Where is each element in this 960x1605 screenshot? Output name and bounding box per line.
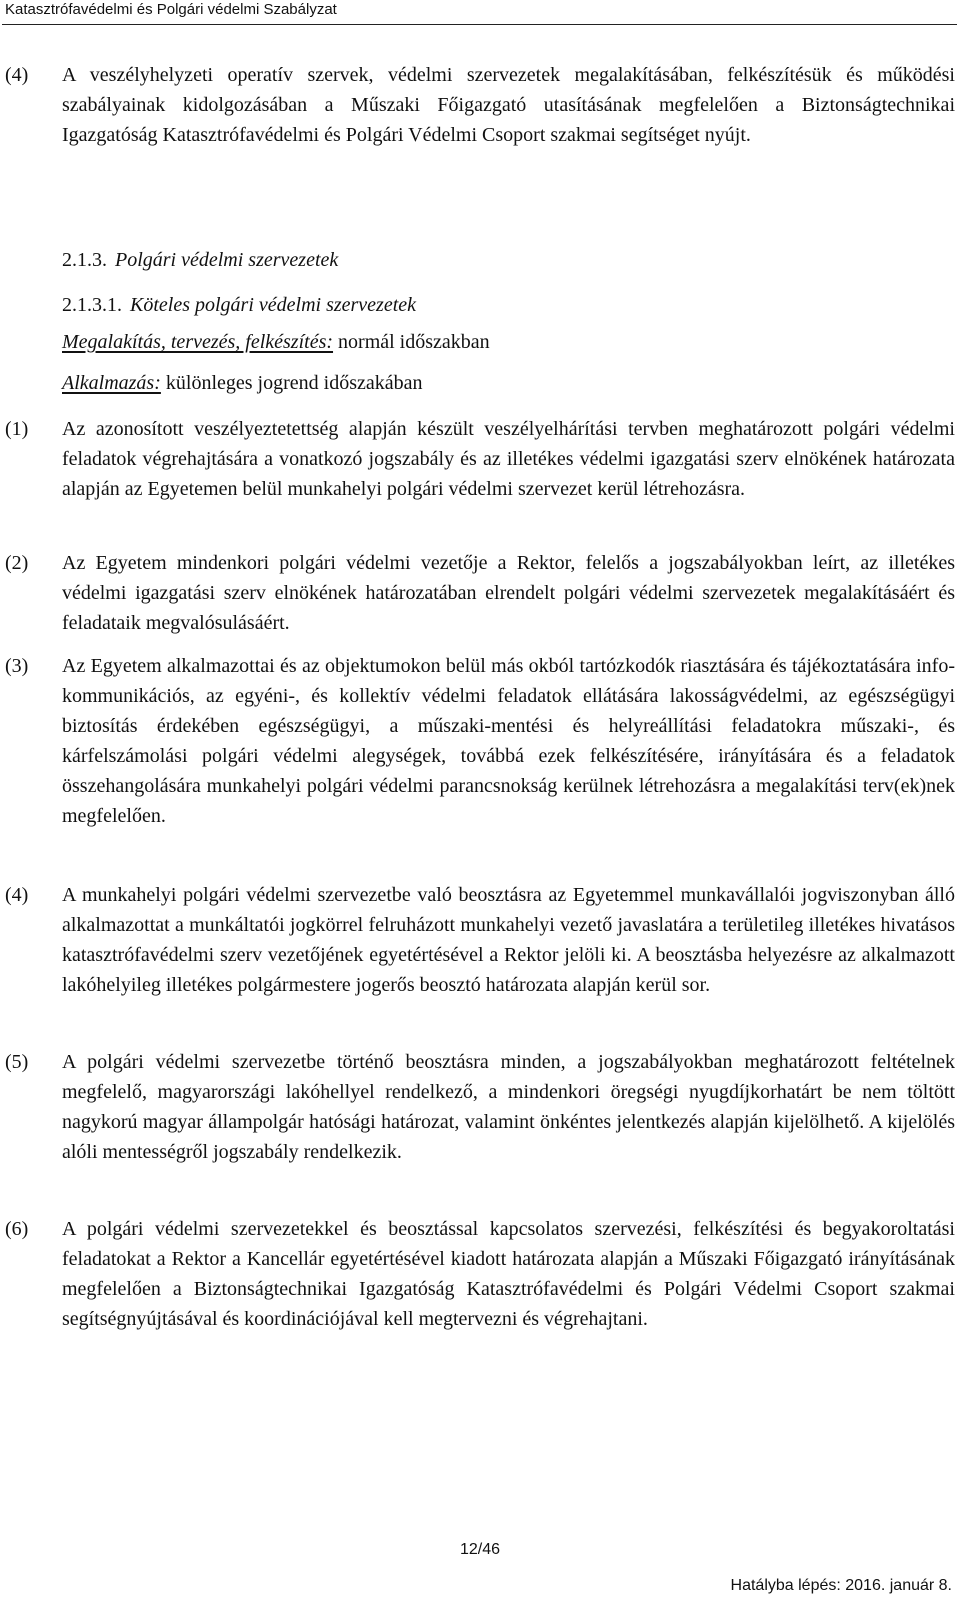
- formation-label: Megalakítás, tervezés, felkészítés:: [62, 331, 334, 353]
- header-rule: [2, 24, 957, 25]
- paragraph-text: Az azonosított veszélyeztetettség alapján készült veszélyelhárítási tervben meghatározott polgári védelmi feladatok végrehajtására a vonatkozó jogszabály és az illetékes védelmi igazgatási szerv elnökének határozata alapján az Egyetemen belül munkahelyi polgári védelmi szervezet kerül létrehozásra.: [62, 418, 955, 500]
- paragraph-number: (2): [5, 552, 29, 574]
- section-heading: [62, 245, 338, 275]
- running-header: Katasztrófavédelmi és Polgári védelmi Szabályzat: [5, 1, 337, 18]
- paragraph-text: A polgári védelmi szervezetekkel és beosztással kapcsolatos szervezési, felkészítési és begyakoroltatási feladatokat a Rektor a Kancellár egyetértésével kiadott határozata alapján a Műszaki Főigazgató irányításának megfelelően a Biztonságtechnikai Igazgatóság Katasztrófavédelmi és Polgári Védelmi Csoport szakmai segítségnyújtásával és koordinációjával kell megtervezni és végrehajtani.: [62, 1218, 955, 1330]
- subsection-number: 2.1.3.1.: [62, 294, 122, 316]
- paragraph-2: [5, 548, 955, 638]
- page-number: 12/46: [459, 1541, 501, 1558]
- paragraph-number: (3): [5, 655, 29, 677]
- section-number: 2.1.3.: [62, 249, 107, 271]
- paragraph-number: (5): [5, 1051, 29, 1073]
- formation-line: [62, 327, 490, 357]
- paragraph-4: [5, 880, 955, 1000]
- paragraph-6: [5, 1214, 955, 1334]
- paragraph-number: (1): [5, 418, 29, 440]
- paragraph-text: Az Egyetem mindenkori polgári védelmi vezetője a Rektor, felelős a jogszabályokban leírt, az illetékes védelmi igazgatási szerv elnökének határozatában elrendelt polgári védelmi szervezetek megalakításáért és feladataik megvalósulásáért.: [62, 552, 955, 634]
- paragraph-number: (4): [5, 64, 29, 86]
- subsection-heading: [62, 290, 416, 320]
- subsection-title: Köteles polgári védelmi szervezetek: [130, 294, 417, 316]
- paragraph-number: (4): [5, 884, 29, 906]
- paragraph-text: A veszélyhelyzeti operatív szervek, védelmi szervezetek megalakításában, felkészítésük és működési szabályainak kidolgozásában a Műszaki Főigazgató utasításának megfelelően a Biztonságtechnikai Igazgatóság Katasztrófavédelmi és Polgári Védelmi Csoport szakmai segítséget nyújt.: [62, 64, 955, 146]
- formation-value: normál időszakban: [338, 331, 490, 353]
- paragraph-3: [5, 651, 955, 831]
- application-label: Alkalmazás:: [62, 372, 161, 394]
- effective-date: Hatályba lépés: 2016. január 8.: [730, 1577, 952, 1594]
- paragraph-text: Az Egyetem alkalmazottai és az objektumokon belül más okból tartózkodók riasztására és tájékoztatására info-kommunikációs, az egyéni-, és kollektív védelmi feladatok ellátására lakosságvédelmi, az egészségügyi biztosítás érdekében egészségügyi, a műszaki-mentési és helyreállítási feladatokra műszaki-, és kárfelszámolási polgári védelmi alegységek, továbbá ezek felkészítésére, irányítására és a feladatok összehangolására munkahelyi polgári védelmi parancsnokság kerülnek létrehozásra a megalakítási terv(ek)nek megfelelően.: [62, 655, 955, 827]
- paragraph-text: A polgári védelmi szervezetbe történő beosztásra minden, a jogszabályokban meghatározott feltételnek megfelelő, magyarországi lakóhellyel rendelkező, a mindenkori öregségi nyugdíjkorhatárt be nem töltött nagykorú magyar állampolgár hatósági határozat, valamint önkéntes jelentkezés alapján kijelölhető. A kijelölés alóli mentességről jogszabály rendelkezik.: [62, 1051, 955, 1163]
- paragraph-text: A munkahelyi polgári védelmi szervezetbe való beosztásra az Egyetemmel munkavállalói jogviszonyban álló alkalmazottat a munkáltatói jogkörrel felruházott munkahelyi vezető javaslatára a területileg illetékes hivatásos katasztrófavédelmi szerv vezetőjének egyetértésével a Rektor jelöli ki. A beosztásba helyezésre az alkalmazott lakóhelyileg illetékes polgármestere jogerős beosztó határozata alapján kerül sor.: [62, 884, 955, 996]
- intro-paragraph: [5, 60, 955, 150]
- paragraph-number: (6): [5, 1218, 29, 1240]
- application-line: [62, 368, 422, 398]
- section-title: Polgári védelmi szervezetek: [115, 249, 339, 271]
- application-value: különleges jogrend időszakában: [165, 372, 423, 394]
- paragraph-1: [5, 414, 955, 504]
- paragraph-5: [5, 1047, 955, 1167]
